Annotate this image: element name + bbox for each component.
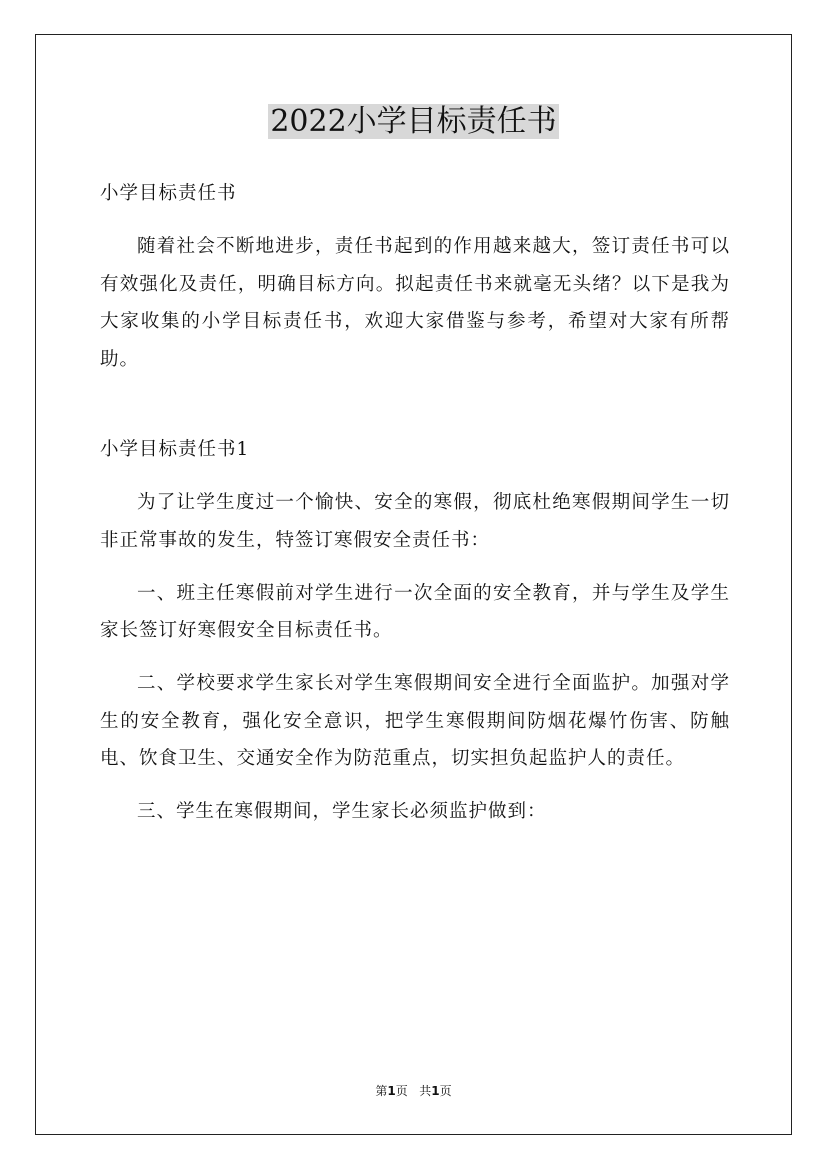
document-title-text: 2022小学目标责任书 <box>270 104 557 139</box>
list-item-1: 一、班主任寒假前对学生进行一次全面的安全教育，并与学生及学生家长签订好寒假安全目标责任书。 <box>100 582 730 641</box>
page-prefix: 第 <box>375 1084 388 1098</box>
total-pages: 1 <box>431 1084 440 1098</box>
page-number: 1 <box>387 1084 396 1098</box>
total-prefix: 共 <box>419 1084 432 1098</box>
page-suffix: 页 <box>395 1084 408 1098</box>
list-item-3: 三、学生在寒假期间，学生家长必须监护做到： <box>137 801 547 822</box>
list-item-2: 二、学校要求学生家长对学生寒假期间安全进行全面监护。加强对学生的安全教育，强化安全意识，把学生寒假期间防烟花爆竹伤害、防触电、饮食卫生、交通安全作为防范重点，切实担负起监护人的责任。 <box>100 673 730 769</box>
document-body <box>100 175 730 846</box>
section-heading: 小学目标责任书1 <box>100 439 250 460</box>
total-suffix: 页 <box>439 1084 452 1098</box>
document-title <box>0 102 827 142</box>
intro-paragraph: 随着社会不断地进步，责任书起到的作用越来越大，签订责任书可以有效强化及责任，明确目标方向。拟起责任书来就毫无头绪？以下是我为大家收集的小学目标责任书，欢迎大家借鉴与参考，希望对大家有所帮助。 <box>100 236 730 370</box>
page-footer <box>0 1083 827 1099</box>
section-paragraph: 为了让学生度过一个愉快、安全的寒假，彻底杜绝寒假期间学生一切非正常事故的发生，特签订寒假安全责任书： <box>100 492 730 551</box>
document-subtitle: 小学目标责任书 <box>100 183 237 204</box>
